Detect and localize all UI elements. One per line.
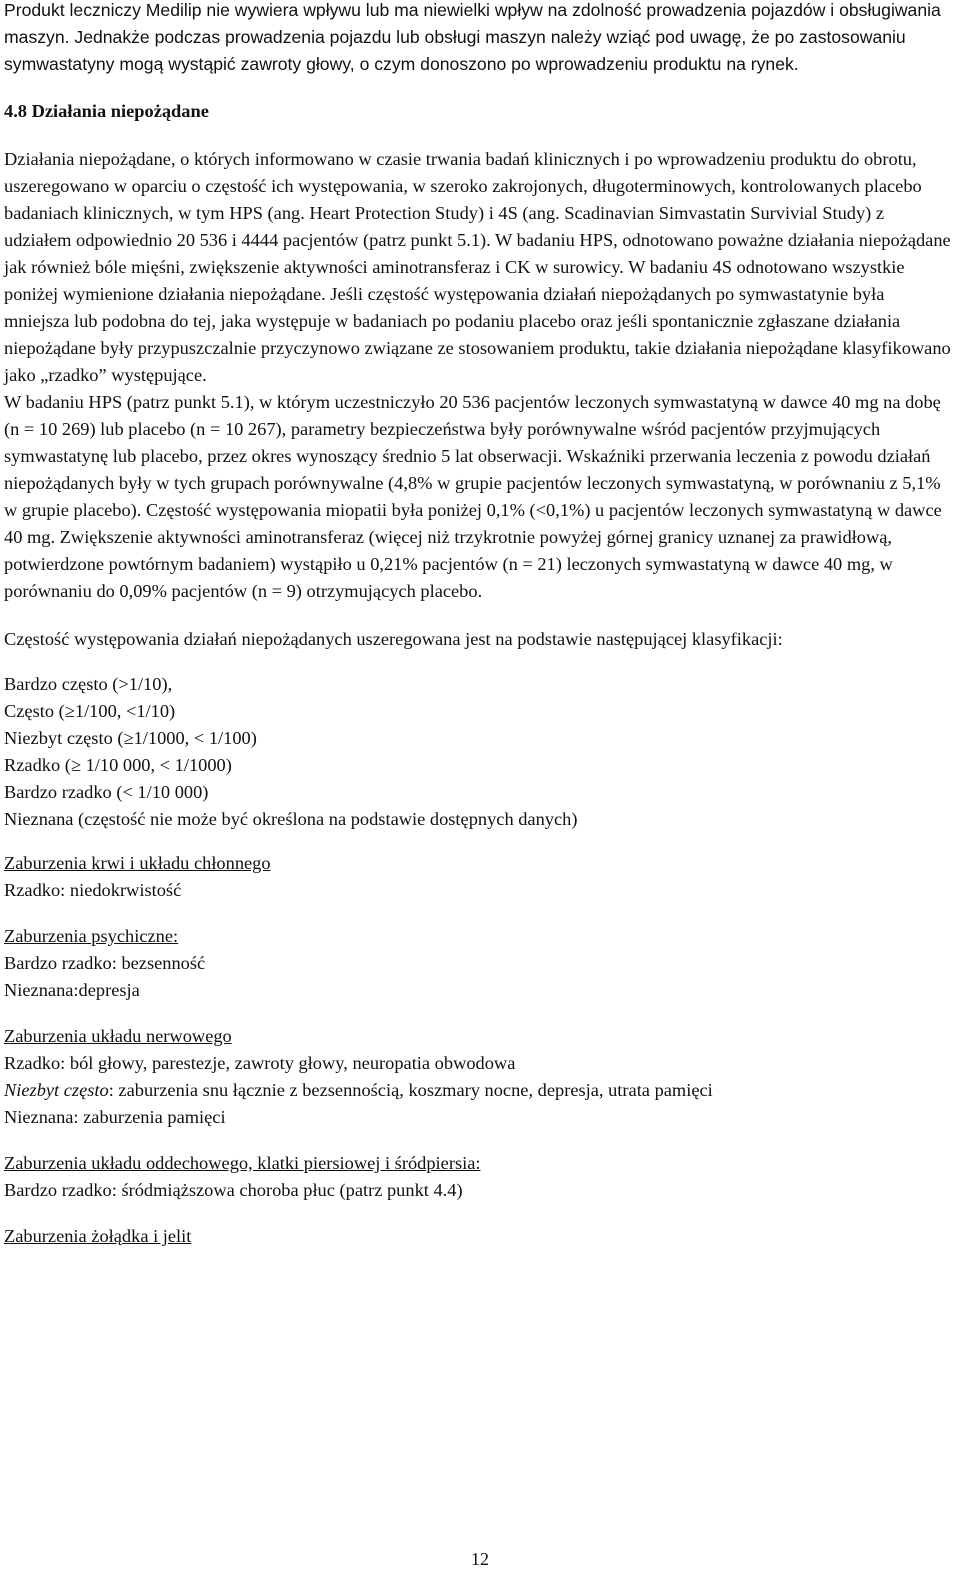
section-title-nervous: Zaburzenia układu nerwowego — [4, 1026, 232, 1046]
section-line: Rzadko: niedokrwistość — [4, 880, 182, 900]
frequency-label: Niezbyt często — [4, 1080, 109, 1100]
section-line-text: : zaburzenia snu łącznie z bezsennością, koszmary nocne, depresja, utrata pamięci — [108, 1080, 713, 1100]
section-line: Nieznana: zaburzenia pamięci — [4, 1107, 226, 1127]
frequency-item: Rzadko (≥ 1/10 000, < 1/1000) — [4, 755, 232, 775]
body-paragraph-2: W badaniu HPS (patrz punkt 5.1), w którym uczestniczyło 20 536 pacjentów leczonych symwastatyną w dawce 40 mg na dobę (n = 10 269) lub placebo (n = 10 267), parametry bezpieczeństwa były porównywalne wśród pacjentów przyjmujących symwastatynę lub placebo, przez okres wynoszący średnio 5 lat obserwacji. Wskaźniki przerwania leczenia z powodu działań niepożądanych były w tych grupach porównywalne (4,8% w grupie pacjentów leczonych symwastatyną, w porównaniu z 5,1% w grupie placebo). Częstość występowania miopatii była poniżej 0,1% (<0,1%) u pacjentów leczonych symwastatyną w dawce 40 mg. Zwiększenie aktywności aminotransferaz (więcej niż trzykrotnie powyżej górnej granicy uznanej za prawidłową, potwierdzone powtórnym badaniem) wystąpiło u 0,21% pacjentów (n = 21) leczonych symwastatyną w dawce 40 mg, w porównaniu do 0,09% pacjentów (n = 9) otrzymujących placebo. — [4, 392, 942, 601]
section-line: Rzadko: ból głowy, parestezje, zawroty głowy, neuropatia obwodowa — [4, 1053, 516, 1073]
section-title-blood: Zaburzenia krwi i układu chłonnego — [4, 853, 271, 873]
frequency-list — [4, 671, 954, 833]
section-heading: 4.8 Działania niepożądane — [4, 101, 209, 121]
frequency-item: Nieznana (częstość nie może być określona na podstawie dostępnych danych) — [4, 809, 578, 829]
section-line: Bardzo rzadko: śródmiąższowa choroba płuc (patrz punkt 4.4) — [4, 1180, 463, 1200]
frequency-item: Często (≥1/100, <1/10) — [4, 701, 176, 721]
section-title-respiratory: Zaburzenia układu oddechowego, klatki piersiowej i śródpiersia: — [4, 1153, 481, 1173]
frequency-item: Bardzo rzadko (< 1/10 000) — [4, 782, 209, 802]
frequency-item: Bardzo często (>1/10), — [4, 674, 173, 694]
section-line — [4, 1077, 954, 1104]
classification-intro: Częstość występowania działań niepożądanych uszeregowana jest na podstawie następującej klasyfikacji: — [4, 629, 783, 649]
section-line: Bardzo rzadko: bezsenność — [4, 953, 206, 973]
document-page — [4, 0, 954, 1250]
section-title-psych: Zaburzenia psychiczne: — [4, 926, 179, 946]
frequency-item: Niezbyt często (≥1/1000, < 1/100) — [4, 728, 257, 748]
intro-paragraph: Produkt leczniczy Medilip nie wywiera wpływu lub ma niewielki wpływ na zdolność prowadzenia pojazdów i obsługiwania maszyn. Jednakże podczas prowadzenia pojazdu lub obsługi maszyn należy wziąć pod uwagę, że po zastosowaniu symwastatyny mogą wystąpić zawroty głowy, o czym donoszono po wprowadzeniu produktu na rynek. — [4, 0, 941, 74]
section-title-gastro: Zaburzenia żołądka i jelit — [4, 1226, 192, 1246]
body-paragraph-1: Działania niepożądane, o których informowano w czasie trwania badań klinicznych i po wprowadzeniu produktu do obrotu, uszeregowano w oparciu o częstość ich występowania, w szeroko zakrojonych, długoterminowych, kontrolowanych placebo badaniach klinicznych, w tym HPS (ang. Heart Protection Study) i 4S (ang. Scadinavian Simvastatin Survivial Study) z udziałem odpowiednio 20 536 i 4444 pacjentów (patrz punkt 5.1). W badaniu HPS, odnotowano poważne działania niepożądane jak również bóle mięśni, zwiększenie aktywności aminotransferaz i CK w surowicy. W badaniu 4S odnotowano wszystkie poniżej wymienione działania niepożądane. Jeśli częstość występowania działań niepożądanych po symwastatynie była mniejsza lub podobna do tej, jaka występuje w badaniach po podaniu placebo oraz jeśli spontanicznie zgłaszane działania niepożądane były przypuszczalnie przyczynowo związane ze stosowaniem produktu, takie działania niepożądane klasyfikowano jako „rzadko” występujące. — [4, 149, 951, 385]
page-number: 12 — [471, 1549, 489, 1569]
section-line: Nieznana:depresja — [4, 980, 140, 1000]
